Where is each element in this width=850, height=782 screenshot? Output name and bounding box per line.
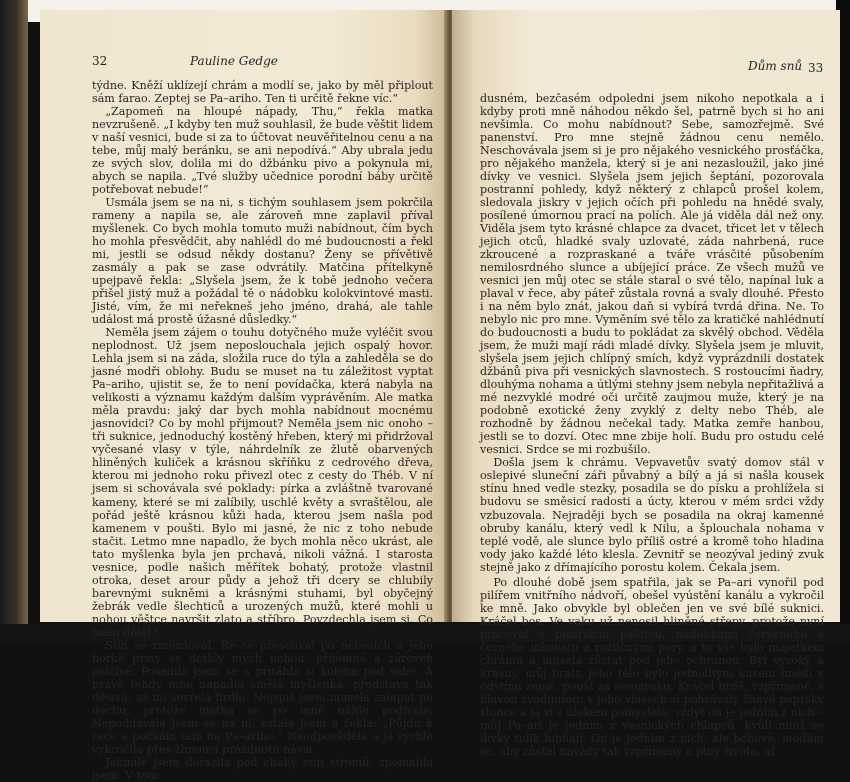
left-page-number: 32 [92, 54, 108, 68]
running-head-author: Pauline Gedge [190, 54, 278, 68]
paragraph: Jakmile jsem dorazila pod chabý stín stromů, zpomalila jsem. V tom [92, 755, 433, 782]
desk-left-edge [0, 0, 28, 642]
right-page-text [480, 92, 824, 758]
paragraph: dusném, bezčasém odpoledni jsem nikoho nepotkala a i kdyby proti mně náhodou někdo šel, patrně bych si ho ani nevšimla. Co mohu nabídnout? Sebe, samozřejmě. Své panenství. Pro mne stejně žádnou cenu nemělo. Neschovávala jsem si je pro nějakého vesnického prosťáčka, pro nějakého manžela, který si je ani nezasloužil, jako jiné dívky ve vesnici. Slyšela jsem jejich šeptání, pozorovala postranní pohledy, když některý z chlapců prošel kolem, sledovala jiskry v jejich očích při pohledu na hnědé svaly, posílené úmornou prací na polích. Ale já viděla dál než ony. Viděla jsem tyto krásné chlapce za dvacet, třicet let v tělech jejich otců, hladké svaly uzlovaté, záda nahrbená, ruce zkroucené a rozpraskané a tváře vrásčité působením nemilosrdného slunce a ubíjející práce. Ze všech mužů ve vesnici jen můj otec se stále staral o své tělo, napínal luk a plaval v řece, aby páteř zůstala rovná a svaly dlouhé. Přesto i na něm bylo znát, jakou daň si vybírá tvrdá dřina. Ne. To nebylo nic pro mne. Vyměním své tělo za kratičké nahlédnutí do budoucnosti a budu to pokládat za skvělý obchod. Věděla jsem, že muži mají rádi mladé dívky. Slyšela jsem je mluvit, slyšela jsem jejich chlípný smích, když vyprázdnili dostatek džbánů piva při vesnických slavnostech. S rostoucími ňadry, dlouhýma nohama a útlými stehny jsem nebyla nepřitažlivá a mé nezvyklé modré oči určitě zaujmou muže, který je na podobně exotické ženy zvyklý z delty nebo Théb, ale rozhodně by žádnou nečekal tady. Matka zemře hanbou, jestli se to dozví. Otec mne zbije holí. Budu pro ostudu celé vesnici. Srdce se mi rozbušilo. [480, 92, 824, 457]
running-head-chapter: Dům snů [748, 59, 803, 73]
right-page [452, 10, 840, 758]
left-page [40, 10, 448, 782]
paragraph: Došla jsem k chrámu. Vepvavetův svatý domov stál v oslepivé sluneční záři půvabný a bílý a já si našla kousek stínu hned vedle stezky, posadila se do písku a prohlížela si budovu se směsicí radosti a úcty, kterou v mém srdci vždy vzbuzovala. Nejraději bych se posadila na okraj kamenné obruby kanálu, který vedl k Nilu, a šplouchala nohama v teplé vodě, ale slunce bylo příliš ostré a kromě toho hladina vody jako každé léto klesla. Zevnitř se neozýval jediný zvuk stejně jako z dřímajícího porostu kolem. Čekala jsem. [480, 456, 824, 574]
paragraph: Usmála jsem se na ni, s tichým souhlasem jsem pokrčila rameny a napila se, ale zároveň mne zaplavil příval myšlenek. Co bych mohla tomuto muži nabídnout, čím bych ho mohla přesvědčit, aby nahlédl do mé budoucnosti a řekl mi, jestli se odsud někdy dostanu? Ženy se přívětivě zasmály a pak se zase odvrátily. Matčina přítelkyně upejpavě řekla: „Slyšela jsem, že k tobě jednoho večera přišel jistý muž a požádal tě o nádobku kolokvintové masti. Jisté, vím, že mi neřekneš jeho jméno, drahá, ale tahle událost má prostě úžasné důsledky.“ [92, 196, 433, 327]
paragraph: Neměla jsem zájem o touhu dotyčného muže vyléčit svou neplodnost. Už jsem neposlouchala jejich ospalý hovor. Lehla jsem si na záda, složila ruce do týla a zahleděla se do jasné modři oblohy. Budu se muset na tu záležitost vyptat Pa–ariho, ujistit se, že to není povídačka, která nabyla na velikosti a významu každým dalším vyprávěním. Ale matka měla pravdu: jaký dar bych mohla nabídnout mocnému jasnovidci? Co by mohl přijmout? Neměla jsem nic onoho – tři suknice, jednoduchý kostěný hřeben, který mi přidržoval vyčesané vlasy v týle, náhrdelník ze žlutě obarvených hliněných kuliček a krásnou skříňku z cedrového dřeva, kterou mi jednoho roku přivezl otec z cesty do Théb. V ní jsem si schovávala své poklady: pírka a zvláštně tvarované kameny, které se mi zalíbily, uschlé květy a svraštělou, ale pořád ještě krásnou kůži hada, kterou jsem našla pod kamenem v poušti. Bylo mi jasné, že nic z toho nebude stačit. Letmo mne napadlo, že bych mohla něco ukrást, ale tato myšlenka byla jen prchavá, nikoli vážná. I starosta vesnice, podle našich měřítek bohatý, protože vlastnil otroka, deset arour půdy a jehož tři dcery se chlubily barevnými sukněmi a krásnými stuhami, byl obyčejný žebrák vedle šlechticů a urozených mužů, které mohli u nohou věštce navršit zlato a stříbro. Povzdechla jsem si. Co mám dělat? [92, 326, 433, 639]
right-page-number: 33 [808, 61, 824, 75]
paragraph: Stín se zmenšoval. Re se přesouval po nebesích a jeho horké prsty se dotkly mých nohou, příjemné a zároveň palčivé. Posadila jsem se a přitáhla si kolena pod sebe. A právě tehdy mne napadla smělá myšlenka, představa tak děsivá, až mi sevřela hrdlo. Nejspíš jsem musela zalapat po dechu, protože matka se po mně náhle podívala. Nepoddávala jsem se na ni, vstala jsem a řekla: „Půjdu k řece a počkám tam na Pa–ariho.“ Neodpověděla a já rychle vykročila přes žhnoucí prázdnotu návsi. [92, 638, 433, 756]
paragraph: „Zapomeň na hloupé nápady, Thu,“ řekla matka nevzrušeně. „I kdyby ten muž souhlasil, že bude věštit lidem v naší vesnici, bude si za to účtovat neuvěřitelnou cenu a na tebe, můj malý beránku, se ani nepodívá.“ Aby ubrala jedu ze svých slov, dolila mi do džbánku pivo a pokynula mi, abych se napila. „Tvé služby učednice porodní báby určitě potřebovat nebude!“ [92, 105, 433, 197]
paragraph: Po dlouhé době jsem spatřila, jak se Pa–ari vynořil pod pilířem vnitřního nádvoří, obešel vyústění kanálu a vykročil ke mně. Jako obvykle byl oblečen jen ve své bílé suknici. Kráčel bos. Ve vaku už nenosil hliněné střepy, protože nyní pracoval s písařskou paletou, nádobkami červeného a černého inkoustu a rozličnými pery, a to vše bylo majetkem chrámu a musela zůstat pod jeho ochranou. Byl vysoký a krásný, můj bratr, jeho tělo bylo jednolitým kusem hnědi v odstínu země, poušť za soumraku. Kráčel hrdě, vzpřímeně, s hlavou zvednutou; v jeho vlasech si pohrávaly žhavé paprsky slunce a já si s úlekem pomyslela: vždyť on je jedním z nich – můj Pa–ari je jedním z vesnických chlapců, kvůli nimž se dívky tolik hihňají. On je jedním z nich, ale bohové, modlím se, aby zůstal navždy tak vzpřímený a plný života, ať [480, 575, 824, 758]
left-page-text [92, 79, 433, 782]
paragraph: týdne. Kněží uklízejí chrám a modlí se, jako by měl připlout sám farao. Zeptej se Pa–ariho. Ten ti určitě řekne víc.“ [92, 79, 433, 106]
